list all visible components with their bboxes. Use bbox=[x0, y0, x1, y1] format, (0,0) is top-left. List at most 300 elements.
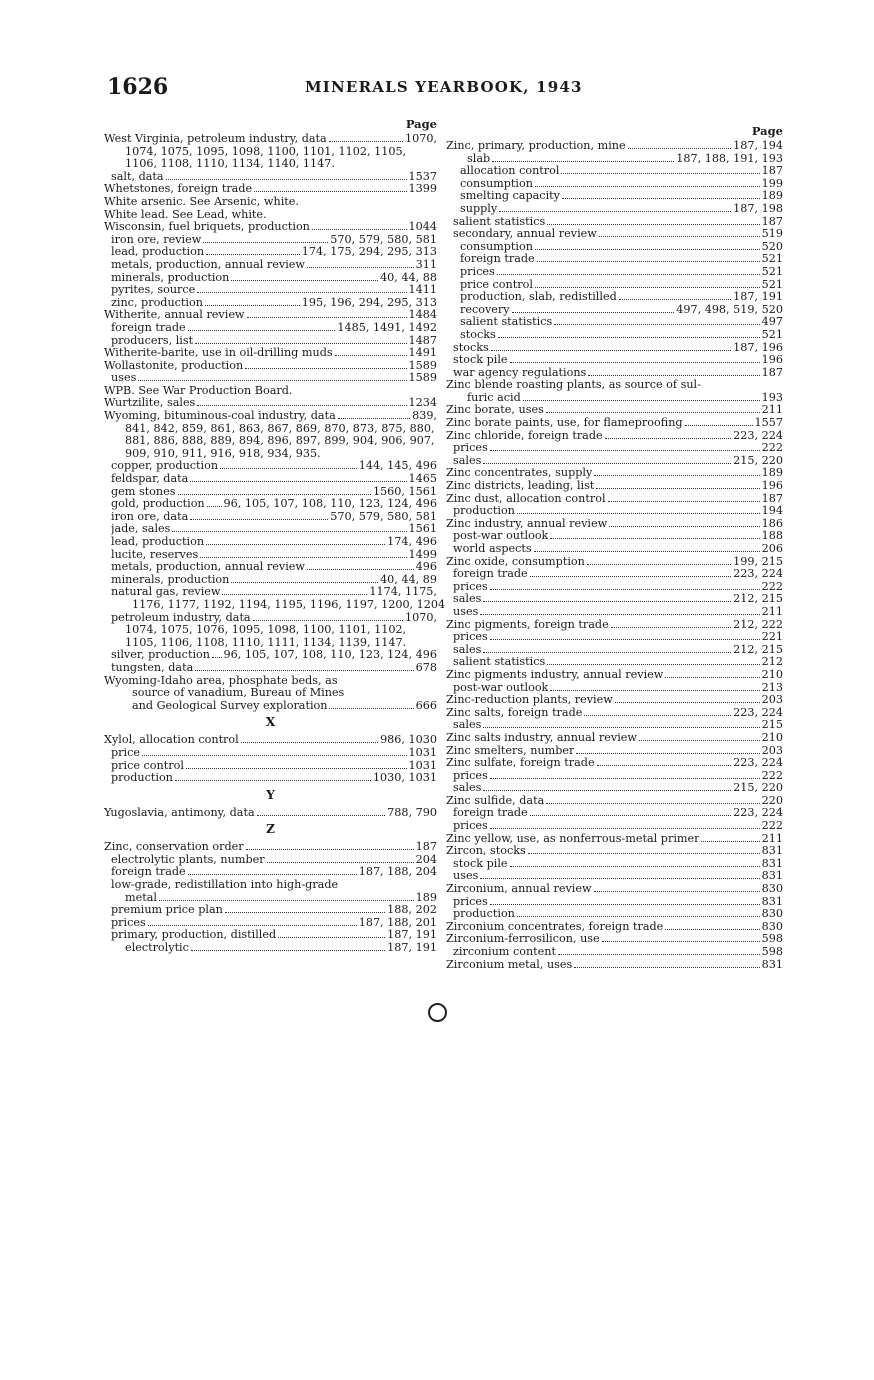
index-page-refs: 1537 bbox=[408, 170, 437, 183]
index-page-refs: 213 bbox=[761, 681, 783, 694]
dot-leader bbox=[195, 343, 406, 344]
dot-leader bbox=[537, 261, 760, 262]
index-term: Zinc chloride, foreign trade bbox=[446, 429, 603, 442]
index-page-refs: 496 bbox=[415, 561, 437, 574]
dot-leader bbox=[220, 468, 357, 469]
dot-leader bbox=[547, 664, 759, 665]
index-term: petroleum industry, data bbox=[111, 611, 251, 624]
index-term: West Virginia, petroleum industry, data bbox=[104, 133, 327, 145]
index-term: prices bbox=[460, 265, 495, 278]
index-page-refs: 521 bbox=[761, 278, 783, 291]
index-term: prices bbox=[111, 916, 146, 929]
index-entry bbox=[104, 272, 437, 285]
index-page-refs: 187, 188, 204 bbox=[358, 866, 437, 879]
index-entry bbox=[104, 854, 437, 867]
index-term: consumption bbox=[460, 177, 533, 190]
index-term: stock pile bbox=[453, 354, 508, 367]
index-term: prices bbox=[453, 769, 488, 782]
dot-leader bbox=[510, 362, 760, 363]
dot-leader bbox=[278, 937, 385, 938]
index-entry bbox=[104, 760, 437, 773]
index-term: electrolytic bbox=[125, 942, 189, 955]
index-page-refs: 1234 bbox=[408, 397, 437, 410]
index-page-refs: 189 bbox=[415, 891, 437, 904]
dot-leader bbox=[206, 254, 300, 255]
index-term: war agency regulations bbox=[453, 366, 587, 379]
index-term: supply bbox=[460, 202, 498, 215]
dot-leader bbox=[212, 657, 222, 658]
dot-leader bbox=[329, 141, 403, 142]
index-term: jade, sales bbox=[111, 523, 171, 536]
index-term: Zinc borate, uses bbox=[446, 404, 544, 417]
dot-leader bbox=[480, 614, 759, 615]
dot-leader bbox=[576, 753, 759, 754]
index-term: furic acid bbox=[467, 391, 521, 404]
index-term: Xylol, allocation control bbox=[104, 734, 239, 747]
index-rows bbox=[446, 140, 783, 971]
index-term: Zinc industry, annual review bbox=[446, 517, 608, 530]
index-term: production bbox=[453, 908, 515, 921]
index-term: Zinc, primary, production, mine bbox=[446, 140, 626, 152]
index-page-refs: 187, 191 bbox=[733, 291, 783, 304]
index-continuation-line: source of vanadium, Bureau of Mines bbox=[132, 686, 345, 700]
index-page-refs: 174, 175, 294, 295, 313 bbox=[301, 246, 437, 259]
index-term: allocation control bbox=[460, 165, 560, 178]
index-term: production bbox=[111, 772, 173, 785]
index-term: sales bbox=[453, 643, 482, 656]
index-text-line: White lead. See Lead, white. bbox=[104, 207, 267, 221]
dot-leader bbox=[166, 179, 407, 180]
index-page-refs: 1070, bbox=[404, 611, 437, 624]
index-entry bbox=[446, 467, 783, 480]
dot-leader bbox=[597, 765, 732, 766]
dot-leader bbox=[490, 450, 760, 451]
index-page-refs: 187 bbox=[761, 492, 783, 505]
index-page-refs: 830 bbox=[761, 908, 783, 921]
dot-leader bbox=[587, 564, 731, 565]
index-term: copper, production bbox=[111, 460, 219, 473]
dot-leader bbox=[483, 463, 731, 464]
dot-leader bbox=[190, 481, 406, 482]
index-entry bbox=[446, 216, 783, 229]
index-entry bbox=[104, 347, 437, 360]
index-term: sales bbox=[453, 782, 482, 795]
index-term: zinc, production bbox=[111, 296, 203, 309]
index-continuation-line: 841, 842, 859, 861, 863, 867, 869, 870, 873, 875, 880, bbox=[125, 421, 435, 435]
index-page-refs: 521 bbox=[761, 253, 783, 266]
index-page-refs: 187 bbox=[415, 841, 437, 854]
index-column-left bbox=[104, 117, 446, 955]
index-page-refs: 1491 bbox=[408, 347, 437, 360]
index-term: salt, data bbox=[111, 170, 164, 183]
index-term: Zircon, stocks bbox=[446, 845, 526, 858]
index-term: Zinc pigments industry, annual review bbox=[446, 668, 664, 681]
index-term: Whetstones, foreign trade bbox=[104, 183, 253, 196]
index-term: Zinc borate paints, use, for flameproofing bbox=[446, 417, 683, 430]
index-term: producers, list bbox=[111, 334, 194, 347]
index-entry bbox=[104, 460, 437, 473]
dot-leader bbox=[231, 582, 378, 583]
index-page-refs: 210 bbox=[761, 668, 783, 681]
index-page-refs: 1031 bbox=[408, 746, 437, 759]
index-page-refs: 193 bbox=[761, 391, 783, 404]
index-page-refs: 187, 194 bbox=[733, 140, 783, 152]
index-term: world aspects bbox=[453, 543, 532, 555]
dot-leader bbox=[188, 874, 357, 875]
dot-leader bbox=[701, 841, 759, 842]
dot-leader bbox=[490, 904, 760, 905]
dot-leader bbox=[517, 513, 760, 514]
index-term: price control bbox=[111, 759, 184, 772]
index-page-refs: 1174, 1175, bbox=[369, 586, 437, 599]
index-rows bbox=[104, 133, 446, 955]
index-page-refs: 215, 220 bbox=[733, 454, 783, 467]
index-page-refs: 830 bbox=[761, 920, 783, 933]
index-entry bbox=[446, 316, 783, 329]
index-page-refs: 212, 215 bbox=[733, 593, 783, 606]
index-page-refs: 1070, bbox=[404, 133, 437, 145]
index-entry bbox=[446, 304, 783, 317]
index-term: foreign trade bbox=[111, 321, 186, 334]
index-term: iron ore, review bbox=[111, 233, 202, 246]
dot-leader bbox=[138, 380, 406, 381]
index-entry bbox=[446, 795, 783, 808]
index-term: stocks bbox=[453, 341, 489, 354]
index-entry bbox=[446, 946, 783, 959]
dot-leader bbox=[608, 501, 760, 502]
index-entry bbox=[446, 745, 783, 758]
index-entry bbox=[446, 933, 783, 946]
index-entry bbox=[446, 241, 783, 254]
index-entry bbox=[446, 757, 783, 770]
dot-leader bbox=[535, 186, 760, 187]
dot-leader bbox=[172, 531, 406, 532]
index-term: metals, production, annual review bbox=[111, 561, 305, 574]
index-entry bbox=[104, 498, 437, 511]
index-entry bbox=[104, 335, 437, 348]
index-term: Zinc oxide, consumption bbox=[446, 555, 585, 568]
index-term: lead, production bbox=[111, 536, 205, 548]
index-page-refs: 831 bbox=[761, 895, 783, 908]
index-page-refs: 222 bbox=[761, 442, 783, 455]
index-continuation-line: 1105, 1106, 1108, 1110, 1111, 1134, 1139, 1147. bbox=[125, 635, 407, 649]
dot-leader bbox=[178, 494, 371, 495]
index-entry bbox=[446, 606, 783, 619]
index-term: Zirconium metal, uses bbox=[446, 958, 573, 971]
dot-leader bbox=[191, 950, 385, 951]
dot-leader bbox=[312, 229, 407, 230]
dot-leader bbox=[535, 287, 760, 288]
index-term: stock pile bbox=[453, 857, 508, 870]
index-entry bbox=[446, 153, 783, 166]
dot-leader bbox=[530, 576, 732, 577]
index-term: Zinc sulfide, data bbox=[446, 794, 545, 807]
index-page-refs: 223, 224 bbox=[733, 429, 783, 442]
index-entry bbox=[104, 942, 437, 955]
index-entry bbox=[446, 883, 783, 896]
index-continuation-line: 881, 886, 888, 889, 894, 896, 897, 899, 904, 906, 907, bbox=[125, 434, 435, 448]
index-page-refs: 189 bbox=[761, 190, 783, 203]
dot-leader bbox=[611, 627, 731, 628]
index-page-refs: 520 bbox=[761, 240, 783, 253]
index-page-refs: 96, 105, 107, 108, 110, 123, 124, 496 bbox=[223, 498, 437, 511]
dot-leader bbox=[490, 828, 760, 829]
index-entry bbox=[446, 568, 783, 581]
dot-leader bbox=[528, 853, 760, 854]
index-entry bbox=[104, 246, 437, 259]
index-page-refs: 598 bbox=[761, 933, 783, 946]
dot-leader bbox=[142, 755, 407, 756]
index-entry bbox=[104, 523, 437, 536]
dot-leader bbox=[197, 292, 406, 293]
dot-leader bbox=[246, 849, 414, 850]
index-continuation-line: 1106, 1108, 1110, 1134, 1140, 1147. bbox=[125, 157, 335, 171]
end-of-index-mark bbox=[428, 1003, 447, 1022]
index-term: production, slab, redistilled bbox=[460, 291, 617, 304]
index-page-refs: 598 bbox=[761, 946, 783, 958]
index-page-refs: 187, 191 bbox=[387, 942, 437, 955]
index-page-refs: 223, 224 bbox=[733, 568, 783, 581]
index-page-refs: 212 bbox=[761, 656, 783, 669]
dot-leader bbox=[480, 878, 759, 879]
index-term: prices bbox=[453, 580, 488, 593]
index-page-refs: 839, bbox=[412, 410, 437, 423]
index-entry bbox=[446, 228, 783, 241]
index-page-refs: 1031 bbox=[408, 759, 437, 772]
dot-leader bbox=[554, 324, 759, 325]
dot-leader bbox=[483, 790, 731, 791]
index-page-refs: 831 bbox=[761, 870, 783, 883]
index-entry bbox=[446, 719, 783, 732]
index-page-refs: 1557 bbox=[754, 417, 783, 430]
index-entry bbox=[446, 518, 783, 531]
dot-leader bbox=[615, 702, 760, 703]
index-term: Witherite-barite, use in oil-drilling muds bbox=[104, 347, 333, 360]
index-entry bbox=[104, 397, 437, 410]
index-entry bbox=[446, 279, 783, 292]
index-term: minerals, production bbox=[111, 573, 230, 586]
dot-leader bbox=[665, 677, 759, 678]
index-entry bbox=[446, 870, 783, 883]
dot-leader bbox=[253, 620, 403, 621]
dot-leader bbox=[188, 330, 336, 331]
index-entry bbox=[446, 682, 783, 695]
dot-leader bbox=[175, 780, 371, 781]
index-page-refs: 223, 224 bbox=[733, 757, 783, 770]
index-page-refs: 519 bbox=[761, 228, 783, 241]
index-term: feldspar, data bbox=[111, 473, 189, 486]
index-page-refs: 196 bbox=[761, 354, 783, 367]
page-number: 1626 bbox=[107, 74, 169, 100]
index-page-refs: 187, 191 bbox=[387, 929, 437, 942]
index-page-refs: 196 bbox=[761, 480, 783, 493]
index-entry bbox=[446, 266, 783, 279]
index-page-refs: 222 bbox=[761, 769, 783, 782]
index-page-refs: 144, 145, 496 bbox=[358, 460, 437, 473]
index-page-refs: 830 bbox=[761, 883, 783, 896]
index-entry bbox=[446, 556, 783, 569]
dot-leader bbox=[665, 929, 759, 930]
index-term: sales bbox=[453, 454, 482, 467]
index-page-refs: 212, 215 bbox=[733, 643, 783, 656]
index-entry bbox=[446, 833, 783, 846]
index-entry bbox=[446, 354, 783, 367]
dot-leader bbox=[329, 708, 413, 709]
dot-leader bbox=[335, 355, 407, 356]
index-term: metals, production, annual review bbox=[111, 258, 305, 271]
dot-leader bbox=[203, 242, 328, 243]
index-text-line: WPB. See War Production Board. bbox=[104, 383, 293, 397]
index-entry bbox=[104, 772, 437, 785]
index-term: prices bbox=[453, 631, 488, 644]
index-entry bbox=[104, 171, 437, 184]
letter-section-heading: Y bbox=[266, 787, 275, 802]
index-term: Wyoming, bituminous-coal industry, data bbox=[104, 410, 336, 423]
dot-leader bbox=[159, 900, 414, 901]
dot-leader bbox=[231, 280, 378, 281]
dot-leader bbox=[490, 639, 760, 640]
index-page-refs: 194 bbox=[761, 505, 783, 518]
index-entry bbox=[446, 669, 783, 682]
index-term: Wollastonite, production bbox=[104, 359, 244, 372]
index-page-refs: 1487 bbox=[408, 334, 437, 347]
index-page-refs: 986, 1030 bbox=[380, 734, 437, 747]
index-entry bbox=[446, 782, 783, 795]
index-term: gold, production bbox=[111, 498, 205, 511]
index-entry bbox=[446, 707, 783, 720]
dot-leader bbox=[205, 305, 300, 306]
index-term: foreign trade bbox=[453, 568, 528, 581]
index-entry bbox=[104, 536, 437, 549]
index-term: natural gas, review bbox=[111, 586, 221, 599]
index-page-refs: 189 bbox=[761, 467, 783, 480]
index-entry bbox=[446, 619, 783, 632]
index-page-refs: 187, 188, 191, 193 bbox=[676, 152, 783, 165]
dot-leader bbox=[483, 601, 731, 602]
dot-leader bbox=[307, 267, 414, 268]
index-entry bbox=[104, 486, 437, 499]
dot-leader bbox=[490, 589, 760, 590]
index-page-refs: 204 bbox=[415, 853, 437, 866]
index-page-refs: 570, 579, 580, 581 bbox=[330, 233, 437, 246]
index-term: lead, production bbox=[111, 246, 205, 259]
index-page-refs: 1589 bbox=[408, 372, 437, 385]
index-entry bbox=[446, 253, 783, 266]
index-page-refs: 188, 202 bbox=[387, 904, 437, 917]
index-page-refs: 187, 198 bbox=[733, 202, 783, 215]
index-entry bbox=[104, 807, 437, 820]
index-page-refs: 1560, 1561 bbox=[372, 485, 437, 498]
index-entry bbox=[446, 631, 783, 644]
index-entry bbox=[446, 908, 783, 921]
index-term: Zinc pigments, foreign trade bbox=[446, 618, 609, 631]
index-text-line: Zinc blende roasting plants, as source of sul- bbox=[446, 378, 701, 392]
page-column-label: Page bbox=[751, 124, 783, 138]
dot-leader bbox=[338, 418, 410, 419]
index-page-refs: 788, 790 bbox=[387, 806, 437, 819]
dot-leader bbox=[245, 368, 406, 369]
dot-leader bbox=[267, 862, 414, 863]
index-entry bbox=[446, 959, 783, 972]
index-entry bbox=[446, 770, 783, 783]
dot-leader bbox=[197, 405, 406, 406]
index-entry bbox=[104, 561, 437, 574]
index-entry bbox=[446, 430, 783, 443]
dot-leader bbox=[562, 198, 760, 199]
dot-leader bbox=[497, 274, 760, 275]
index-page-refs: 210 bbox=[761, 731, 783, 744]
dot-leader bbox=[561, 173, 759, 174]
index-page-refs: 187, 196 bbox=[733, 341, 783, 354]
index-term: Zinc districts, leading, list bbox=[446, 480, 595, 493]
index-term: Zinc salts, foreign trade bbox=[446, 706, 583, 719]
index-page-refs: 188 bbox=[761, 530, 783, 543]
index-term: Zirconium-ferrosilicon, use bbox=[446, 933, 600, 946]
index-term: uses bbox=[453, 870, 479, 883]
index-term: and Geological Survey exploration bbox=[132, 699, 328, 712]
index-entry bbox=[104, 221, 437, 234]
index-entry bbox=[104, 662, 437, 675]
index-entry bbox=[104, 904, 437, 917]
index-entry bbox=[104, 234, 437, 247]
index-term: metal bbox=[125, 891, 157, 904]
dot-leader bbox=[639, 740, 760, 741]
index-page-refs: 1485, 1491, 1492 bbox=[337, 321, 437, 334]
index-term: pyrites, source bbox=[111, 284, 196, 297]
index-term: gem stones bbox=[111, 485, 176, 498]
index-entry bbox=[446, 858, 783, 871]
index-page-refs: 212, 222 bbox=[733, 618, 783, 631]
index-entry bbox=[104, 360, 437, 373]
index-entry bbox=[104, 284, 437, 297]
dot-leader bbox=[190, 519, 328, 520]
dot-leader bbox=[574, 967, 759, 968]
dot-leader bbox=[588, 375, 759, 376]
index-page-refs: 1399 bbox=[408, 183, 437, 196]
index-page-refs: 96, 105, 107, 108, 110, 123, 124, 496 bbox=[223, 649, 437, 662]
index-page-refs: 174, 496 bbox=[387, 536, 437, 548]
index-entry bbox=[446, 845, 783, 858]
index-term: Zinc-reduction plants, review bbox=[446, 694, 613, 707]
dot-leader bbox=[605, 438, 732, 439]
index-term: prices bbox=[453, 442, 488, 455]
dot-leader bbox=[498, 337, 760, 338]
index-term: recovery bbox=[460, 303, 510, 316]
index-page-refs: 203 bbox=[761, 694, 783, 707]
running-title: MINERALS YEARBOOK, 1943 bbox=[305, 78, 583, 96]
index-term: salient statistics bbox=[453, 215, 546, 228]
index-term: consumption bbox=[460, 240, 533, 253]
index-page-refs: 1030, 1031 bbox=[372, 772, 437, 785]
index-term: iron ore, data bbox=[111, 510, 189, 523]
index-entry bbox=[104, 700, 437, 713]
index-entry bbox=[446, 455, 783, 468]
index-term: production bbox=[453, 505, 515, 518]
index-page-refs: 195, 196, 294, 295, 313 bbox=[301, 296, 437, 309]
dot-leader bbox=[148, 925, 357, 926]
dot-leader bbox=[512, 312, 675, 313]
index-term: price bbox=[111, 746, 140, 759]
index-page-refs: 215 bbox=[761, 719, 783, 732]
index-term: price control bbox=[460, 278, 533, 291]
dot-leader bbox=[206, 544, 385, 545]
dot-leader bbox=[628, 148, 732, 149]
index-page-refs: 223, 224 bbox=[733, 706, 783, 719]
index-entry bbox=[446, 329, 783, 342]
index-page-refs: 1044 bbox=[408, 221, 437, 234]
index-entry bbox=[446, 581, 783, 594]
page-column-label: Page bbox=[405, 117, 437, 131]
